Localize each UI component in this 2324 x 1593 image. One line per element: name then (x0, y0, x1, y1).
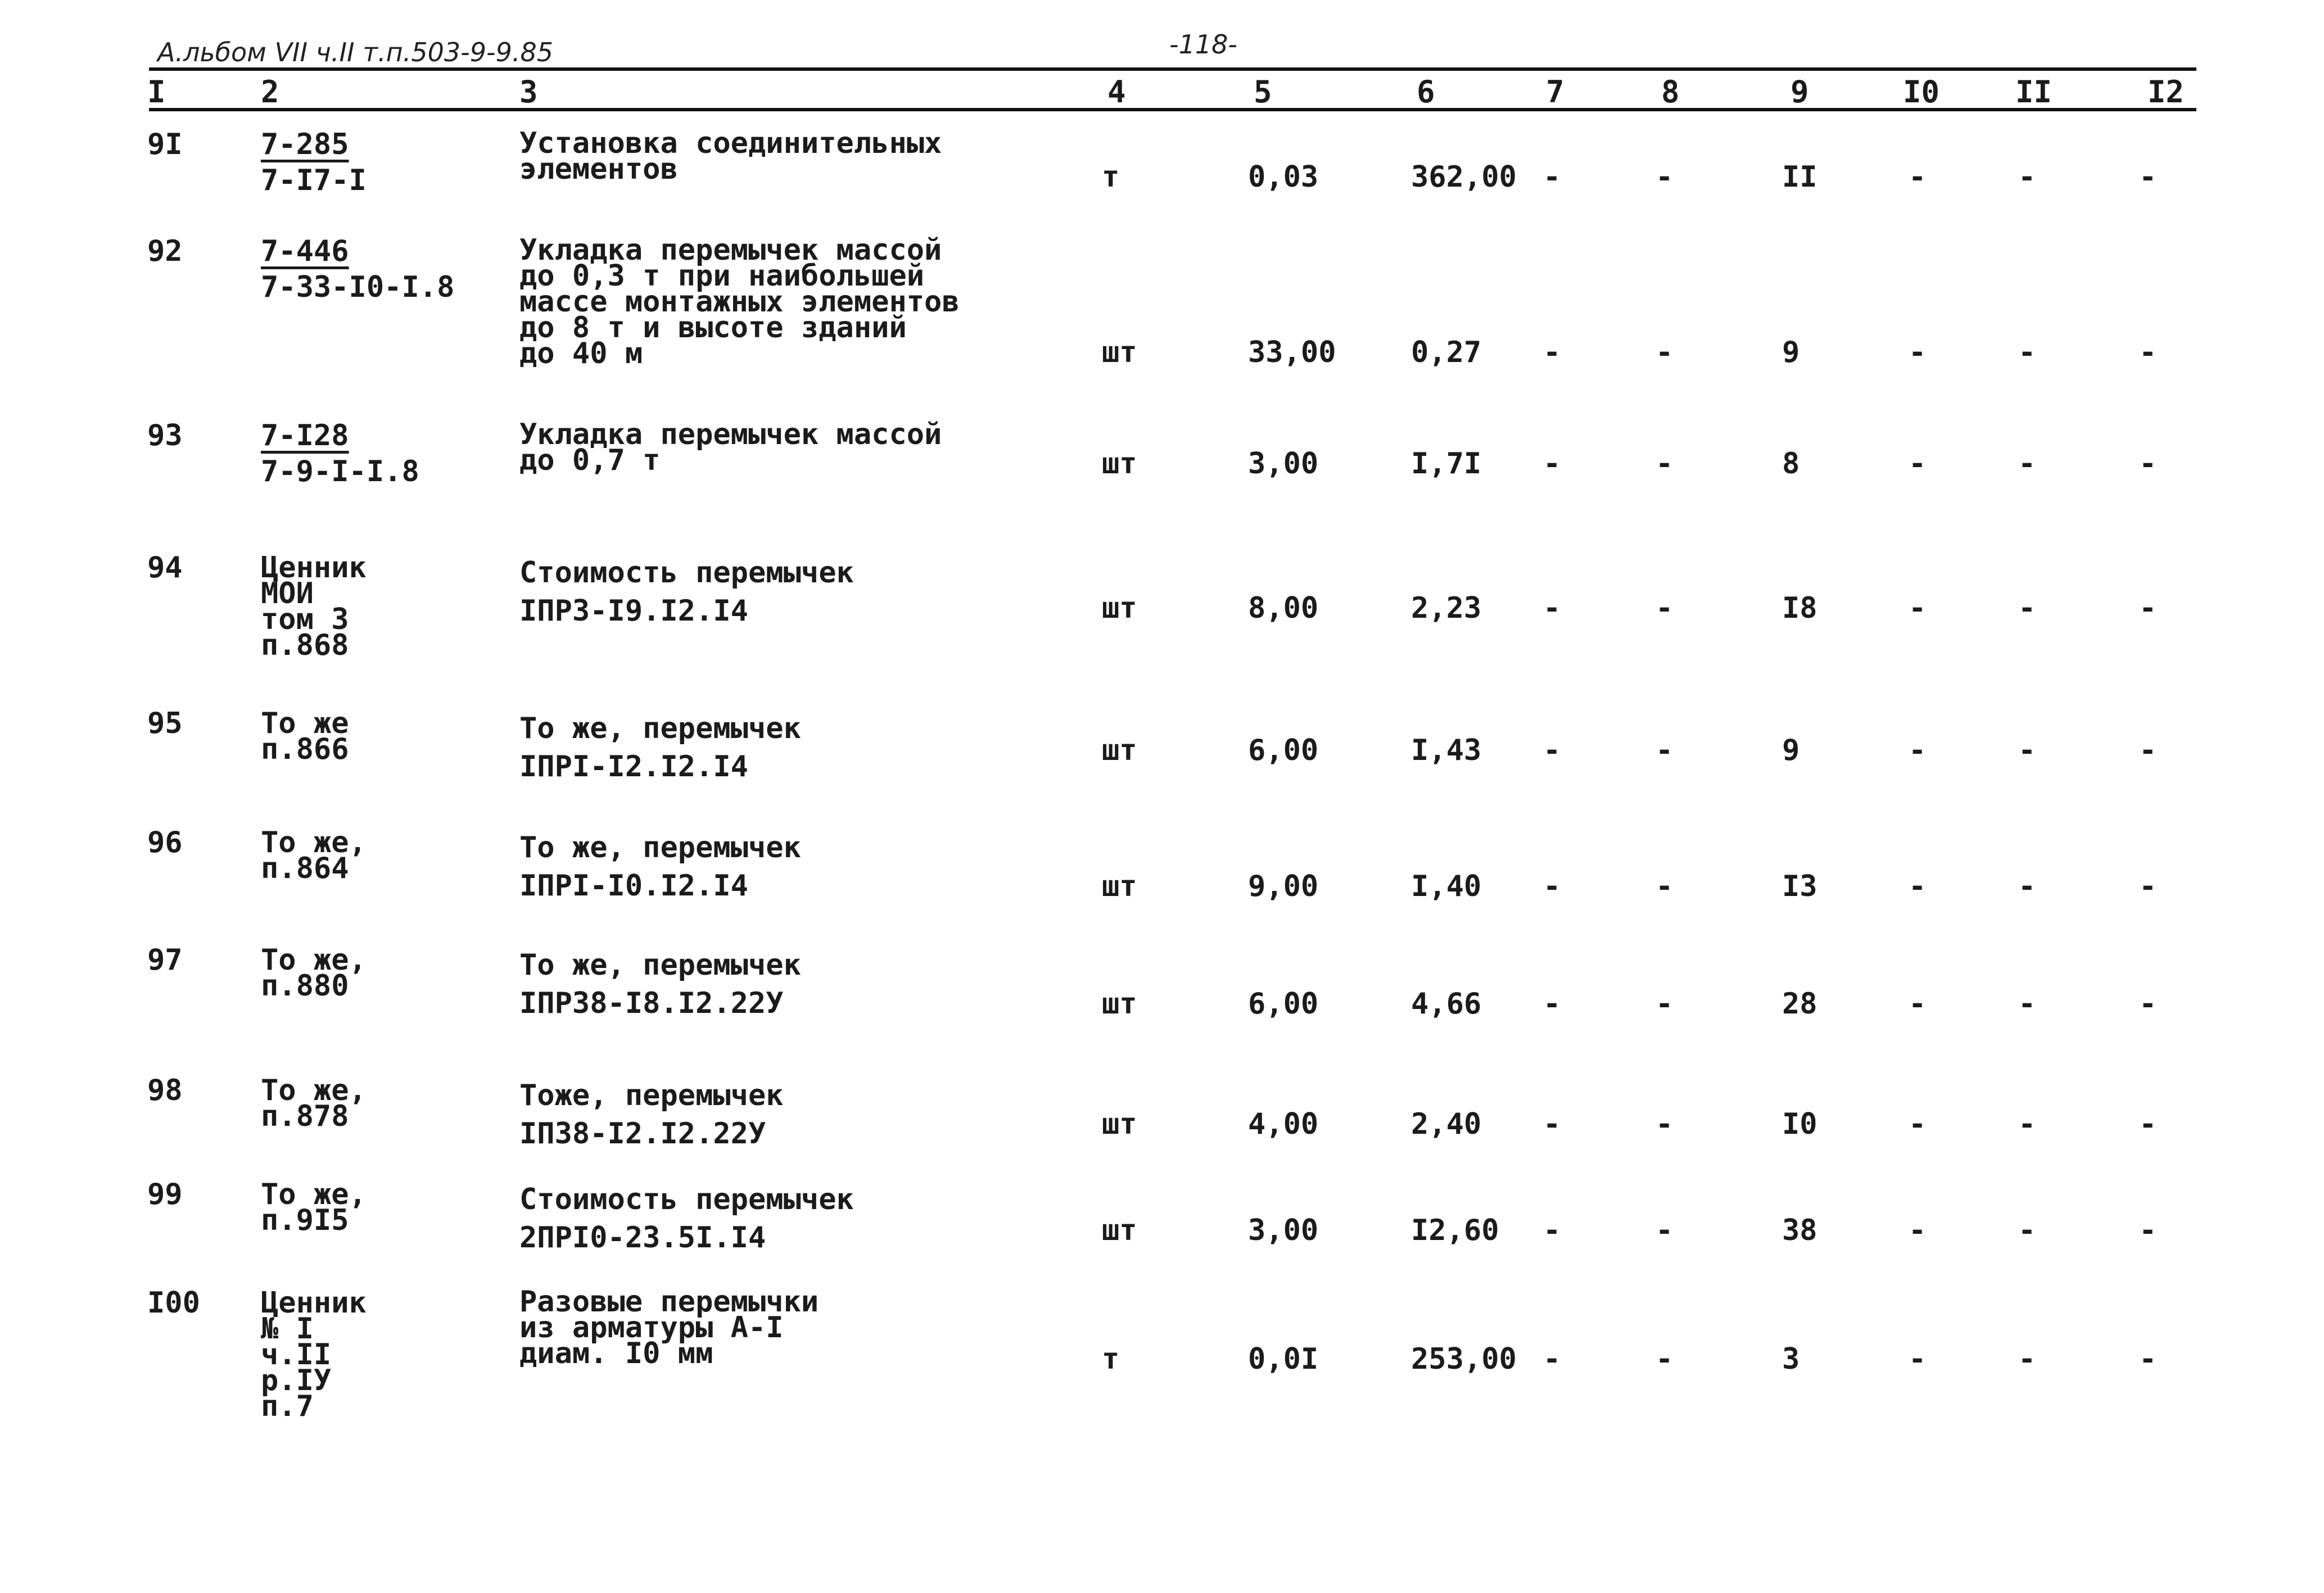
value-c12: - (2139, 160, 2157, 194)
price-reference-line: п.880 (261, 969, 349, 1003)
price-reference-line: п.868 (261, 628, 349, 662)
col-header-11: II (2015, 74, 2052, 110)
value-c11: - (2018, 1214, 2036, 1247)
value-c9: 28 (1782, 987, 1817, 1021)
value-c11: - (2018, 870, 2036, 903)
value-c9: I0 (1782, 1107, 1817, 1141)
value-c9: 8 (1782, 447, 1800, 481)
value-c7: - (1543, 1342, 1561, 1376)
unit-price: I,43 (1411, 734, 1482, 767)
value-c11: - (2018, 1107, 2036, 1141)
value-c9: II (1782, 160, 1817, 194)
row-number: 98 (147, 1074, 183, 1107)
unit-price: 0,27 (1411, 336, 1482, 369)
value-c10: - (1909, 870, 1927, 903)
value-c11: - (2018, 447, 2036, 481)
header-bottom-rule (149, 108, 2196, 111)
work-description: То же, перемычек IПРI-I2.I2.I4 (519, 712, 801, 784)
value-c9: 9 (1782, 734, 1800, 767)
col-header-7: 7 (1546, 74, 1565, 110)
price-reference-line: № I (261, 1312, 314, 1346)
col-header-12: I2 (2147, 74, 2185, 110)
value-c9: 38 (1782, 1214, 1817, 1247)
price-reference-line: том 3 (261, 603, 349, 636)
unit-of-measure: шт (1102, 870, 1137, 903)
value-c7: - (1543, 870, 1561, 903)
work-description: Установка соединительных элементов (519, 126, 942, 186)
value-c7: - (1543, 1107, 1561, 1141)
header-top-rule (149, 67, 2196, 71)
price-reference-line: То же, (261, 1074, 367, 1107)
value-c12: - (2139, 734, 2157, 767)
col-header-1: I (147, 74, 166, 110)
album-reference: А.льбом VII ч.II т.п.503-9-9.85 (157, 37, 554, 67)
col-header-3: 3 (519, 74, 538, 110)
value-c12: - (2139, 591, 2157, 625)
row-number: 92 (147, 234, 183, 268)
row-number: 99 (147, 1178, 183, 1211)
value-c7: - (1543, 160, 1561, 194)
value-c8: - (1656, 336, 1674, 369)
page-number: -118- (1169, 29, 1237, 60)
value-c12: - (2139, 987, 2157, 1021)
row-number: 97 (147, 943, 183, 977)
quantity: 6,00 (1248, 987, 1319, 1021)
quantity: 3,00 (1248, 1214, 1319, 1247)
value-c11: - (2018, 160, 2036, 194)
price-reference-line: ч.II (261, 1338, 332, 1372)
work-description: Тоже, перемычек IП38-I2.I2.22У (519, 1079, 784, 1151)
value-c9: I3 (1782, 870, 1817, 903)
unit-of-measure: т (1102, 160, 1120, 194)
unit-of-measure: шт (1102, 591, 1137, 625)
col-header-2: 2 (261, 74, 279, 110)
norm-code-top: 7-I28 (261, 419, 349, 452)
price-reference-line: МОИ (261, 577, 314, 610)
unit-of-measure: т (1102, 1342, 1120, 1376)
unit-of-measure: шт (1102, 336, 1137, 369)
col-header-10: I0 (1903, 74, 1940, 110)
value-c10: - (1909, 1214, 1927, 1247)
value-c11: - (2018, 734, 2036, 767)
value-c7: - (1543, 987, 1561, 1021)
value-c9: 3 (1782, 1342, 1800, 1376)
quantity: 4,00 (1248, 1107, 1319, 1141)
quantity: 6,00 (1248, 734, 1319, 767)
col-header-9: 9 (1791, 74, 1809, 110)
unit-price: 2,40 (1411, 1107, 1482, 1141)
value-c10: - (1909, 734, 1927, 767)
value-c8: - (1656, 160, 1674, 194)
value-c7: - (1543, 1214, 1561, 1247)
price-reference-line: р.IУ (261, 1364, 332, 1397)
value-c8: - (1656, 734, 1674, 767)
price-reference-line: Ценник (261, 1286, 367, 1320)
value-c10: - (1909, 987, 1927, 1021)
unit-of-measure: шт (1102, 1214, 1137, 1247)
unit-price: 253,00 (1411, 1342, 1517, 1376)
quantity: 33,00 (1248, 336, 1336, 369)
value-c12: - (2139, 870, 2157, 903)
unit-price: I,7I (1411, 447, 1482, 481)
value-c11: - (2018, 1342, 2036, 1376)
value-c7: - (1543, 447, 1561, 481)
norm-code-top: 7-446 (261, 234, 349, 268)
value-c8: - (1656, 1214, 1674, 1247)
value-c8: - (1656, 1342, 1674, 1376)
quantity: 9,00 (1248, 870, 1319, 903)
quantity: 0,03 (1248, 160, 1319, 194)
value-c10: - (1909, 336, 1927, 369)
work-description: Стоимость перемычек 2ПРI0-23.5I.I4 (519, 1183, 854, 1255)
unit-price: I2,60 (1411, 1214, 1499, 1247)
price-reference-line: То же, (261, 826, 367, 859)
price-reference-line: То же (261, 707, 349, 740)
value-c11: - (2018, 987, 2036, 1021)
quantity: 8,00 (1248, 591, 1319, 625)
work-description: То же, перемычек IПР38-I8.I2.22У (519, 948, 801, 1020)
value-c8: - (1656, 870, 1674, 903)
price-reference-line: То же, (261, 1178, 367, 1211)
value-c7: - (1543, 591, 1561, 625)
work-description: Разовые перемычки из арматуры А-I диам. I0 мм (519, 1285, 819, 1370)
value-c7: - (1543, 734, 1561, 767)
value-c12: - (2139, 1214, 2157, 1247)
unit-price: 2,23 (1411, 591, 1482, 625)
value-c12: - (2139, 336, 2157, 369)
value-c10: - (1909, 1107, 1927, 1141)
unit-of-measure: шт (1102, 987, 1137, 1021)
value-c8: - (1656, 1107, 1674, 1141)
norm-code-top: 7-285 (261, 128, 349, 161)
price-reference-line: п.866 (261, 732, 349, 766)
value-c10: - (1909, 447, 1927, 481)
row-number: I00 (147, 1286, 200, 1320)
value-c8: - (1656, 987, 1674, 1021)
row-number: 96 (147, 826, 183, 859)
work-description: То же, перемычек IПРI-I0.I2.I4 (519, 831, 801, 903)
unit-of-measure: шт (1102, 734, 1137, 767)
unit-price: 362,00 (1411, 160, 1517, 194)
col-header-6: 6 (1417, 74, 1435, 110)
price-reference-line: Ценник (261, 551, 367, 585)
value-c11: - (2018, 591, 2036, 625)
value-c9: I8 (1782, 591, 1817, 625)
norm-code-bottom: 7-9-I-I.8 (261, 455, 419, 488)
value-c9: 9 (1782, 336, 1800, 369)
price-reference-line: п.878 (261, 1099, 349, 1133)
col-header-4: 4 (1107, 74, 1126, 110)
price-reference-line: п.9I5 (261, 1203, 349, 1237)
price-reference-line: То же, (261, 943, 367, 977)
col-header-5: 5 (1254, 74, 1272, 110)
value-c12: - (2139, 1342, 2157, 1376)
col-header-8: 8 (1661, 74, 1680, 110)
row-number: 9I (147, 128, 183, 161)
value-c8: - (1656, 447, 1674, 481)
unit-of-measure: шт (1102, 447, 1137, 481)
norm-code-bottom: 7-33-I0-I.8 (261, 270, 455, 304)
price-reference-line: п.7 (261, 1390, 314, 1423)
unit-of-measure: шт (1102, 1107, 1137, 1141)
unit-price: 4,66 (1411, 987, 1482, 1021)
value-c10: - (1909, 160, 1927, 194)
row-number: 94 (147, 551, 183, 585)
value-c10: - (1909, 591, 1927, 625)
row-number: 93 (147, 419, 183, 452)
row-number: 95 (147, 707, 183, 740)
value-c10: - (1909, 1342, 1927, 1376)
work-description: Укладка перемычек массой до 0,3 т при наибольшей массе монтажных элементов до 8 т и высоте зданий до 40 м (519, 233, 960, 370)
value-c12: - (2139, 447, 2157, 481)
value-c12: - (2139, 1107, 2157, 1141)
quantity: 0,0I (1248, 1342, 1319, 1376)
quantity: 3,00 (1248, 447, 1319, 481)
unit-price: I,40 (1411, 870, 1482, 903)
norm-code-bottom: 7-I7-I (261, 164, 367, 197)
work-description: Укладка перемычек массой до 0,7 т (519, 418, 942, 477)
price-reference-line: п.864 (261, 852, 349, 885)
value-c11: - (2018, 336, 2036, 369)
work-description: Стоимость перемычек IПР3-I9.I2.I4 (519, 556, 854, 628)
value-c7: - (1543, 336, 1561, 369)
value-c8: - (1656, 591, 1674, 625)
